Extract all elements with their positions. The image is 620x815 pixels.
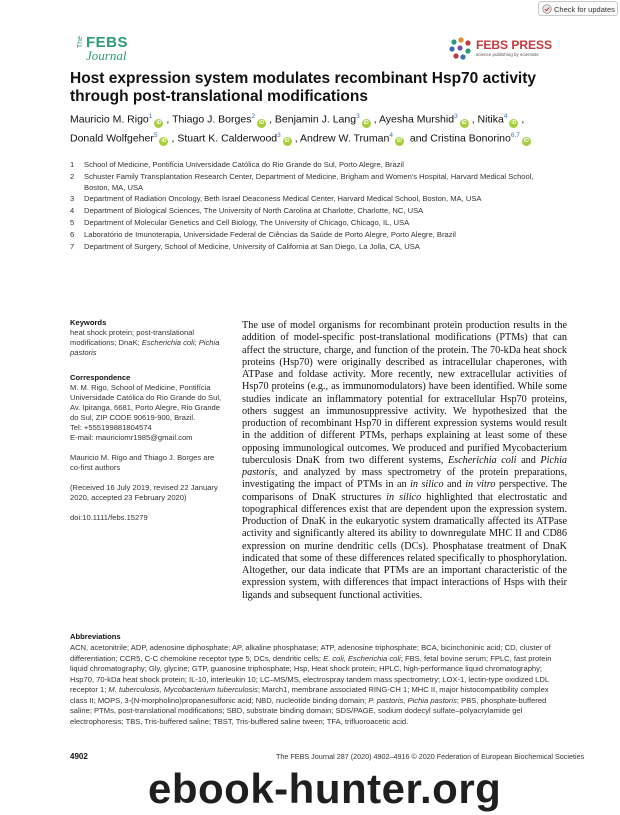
correspondence-address: M. M. Rigo, School of Medicine, Pontifícia Universidade Católica do Rio Grande do Sul, Av. Ipiranga, 6681, Porto Alegre, Rio Grande do Sul, ZIP CODE 90619-900, Brazil. <box>70 383 222 422</box>
affiliation-text: Department of Surgery, School of Medicine, University of California at San Diego, La Jolla, CA, USA <box>84 241 420 251</box>
author-affiliation-sup: 4 <box>503 113 508 120</box>
received-dates: (Received 16 July 2019, revised 22 January 2020, accepted 23 February 2020) <box>70 483 218 502</box>
correspondence-heading: Correspondence <box>70 373 131 382</box>
keywords-heading: Keywords <box>70 318 107 327</box>
author-name: Benjamin J. Lang <box>274 113 357 126</box>
keywords-text: heat shock protein; post-translational modifications; DnaK; <box>70 328 195 347</box>
orcid-icon[interactable]: iD <box>511 119 517 126</box>
orcid-icon[interactable]: iD <box>259 119 265 126</box>
author-separator: , <box>171 132 178 144</box>
publisher-name: FEBS PRESS <box>476 38 553 52</box>
author-separator: , <box>294 132 301 144</box>
febs-press-logo <box>448 36 558 62</box>
orcid-icon[interactable]: iD <box>363 119 369 126</box>
check-for-updates-button[interactable] <box>538 1 618 16</box>
author-separator: and <box>406 132 431 144</box>
affiliation-number: 6 <box>70 229 75 239</box>
author-affiliation-sup: 3 <box>356 113 360 120</box>
abbrev-italic-2: M. tuberculosis, Mycobacterium tuberculosis <box>108 685 258 694</box>
author-name: Donald Wolfgeher <box>70 132 154 144</box>
affiliation-text: Department of Radiation Oncology, Beth Israel Deaconess Medical Center, Harvard Medical School, Boston, MA, USA <box>84 194 482 204</box>
affiliation-item <box>70 194 560 205</box>
affiliation-text: Laboratório de Imunoterapia, Universidade Federal de Ciências da Saúde de Porto Alegre, Porto Alegre, Brazil <box>84 229 456 239</box>
author-name: Nitika <box>477 113 504 126</box>
author-name: Cristina Bonorino <box>430 132 511 144</box>
article-sidebar <box>70 318 225 527</box>
abbrev-part-1: ACN, acetonitrile; ADP, adenosine diphosphate; AP, alkaline phosphatase; ATP, adenosine triphosphate; BCA, bicinchoninic acid; CD, cluster of differentiation; CCR5, C-C chemokine receptor type 5; DCs, dendritic cells; <box>70 643 551 663</box>
affiliation-number: 7 <box>70 241 75 251</box>
author-name: Mauricio M. Rigo <box>70 113 149 126</box>
abstract-and-1: and <box>516 454 541 466</box>
orcid-icon[interactable]: iD <box>523 138 529 144</box>
publisher-tagline: science publishing by scientists <box>476 52 539 57</box>
febs-journal-logo <box>70 34 140 64</box>
abbreviations-heading: Abbreviations <box>70 632 121 641</box>
abbrev-italic-1: E. coli, Escherichia coli <box>323 653 401 663</box>
affiliation-number: 3 <box>70 194 75 204</box>
author-name: Ayesha Murshid <box>378 113 455 126</box>
watermark: ebook-hunter.org <box>148 765 502 812</box>
author-name: Andrew W. Truman <box>300 132 390 144</box>
check-updates-icon <box>542 4 552 14</box>
abstract-part-1: The use of model organisms for recombinant protein production results in the addition of model-specific post-translational modifications (PTMs) that can affect the structure, charge, and function of the protein. The 70-kDa heat shock proteins (Hsp70) were originally described as intracellular chaperones, with ATPase and foldase activity. More recently, new extracellular activities of Hsp70 proteins (e.g., as immunomodulators) have been identified. While some studies indicate an inflammatory potential for extracellular Hsp70 proteins, others suggest an immunosuppressive activity. We hypothesized that the production of recombinant Hsp70 in different expression systems would result in the addition of different PTMs, perhaps explaining at least some of these opposing immunological outcomes. We produced and purified Mycobacterium tuberculosis DnaK from two different systems, <box>242 320 567 466</box>
footer-citation: The FEBS Journal 287 (2020) 4902–4916 © 2020 Federation of European Biochemical Societies <box>276 752 585 761</box>
affiliation-text: Department of Molecular Genetics and Cell Biology, The University of Chicago, Chicago, IL, USA <box>84 217 410 227</box>
abbrev-part-2: ; FBS, fetal bovine serum; FPLC, fast protein liquid chromatography; Gly, glycine; GTP, guanosine triphosphate; Hsp, Heat shock protein; HPLC, high-performance liquid chromatography; Hsp70, 70-kDa heat shock protein; IL-10, interleukin 10; LC–MS/MS, electrospray tandem mass spectrometry; LOX-1, lectin-type oxidized LDL receptor 1; <box>70 653 552 694</box>
affiliation-item <box>70 206 560 217</box>
abstract-part-4: highlighted that electrostatic and topographical differences exist that are dependent upon the expression system. Production of DnaK in the eukaryotic system dramatically affected its ATPase activity and significantly altered its ability to downregulate MHC II and CD86 expression on murine dendritic cells (DCs). Phosphatase treatment of DnaK indicated that some of these differences related specifically to phosphorylation. Altogether, our data indicate that PTMs are an important characteristic of the expression system, with differences that impact interactions of Hsps with their ligands and subsequent functional activities. <box>242 491 567 601</box>
affiliation-list <box>70 160 560 253</box>
abstract <box>242 320 567 602</box>
orcid-icon[interactable]: iD <box>156 119 162 126</box>
affiliation-item <box>70 160 560 171</box>
abstract-pichia: Pichia pastoris <box>242 454 568 478</box>
orcid-icon[interactable]: iD <box>161 138 167 144</box>
abbreviations-text <box>70 643 567 727</box>
affiliation-item <box>70 218 560 229</box>
journal-logo-journal: Journal <box>86 48 127 63</box>
co-first-note: Mauricio M. Rigo and Thiago J. Borges are co-first authors <box>70 453 215 472</box>
orcid-icon[interactable]: iD <box>396 138 402 144</box>
author-list <box>70 109 560 146</box>
author-affiliation-sup: 3 <box>454 113 458 120</box>
affiliation-number: 1 <box>70 160 75 169</box>
author-name: Stuart K. Calderwood <box>177 132 278 144</box>
article-title: Host expression system modulates recombinant Hsp70 activity through post-translational modifications <box>70 70 537 105</box>
affiliation-number: 4 <box>70 206 75 216</box>
author-separator: , <box>269 113 275 126</box>
affiliation-text: School of Medicine, Pontifícia Universidade Católica do Rio Grande do Sul, Porto Alegre, Brazil <box>84 160 404 169</box>
journal-logo-the: The <box>77 36 84 49</box>
abbrev-part-3: ; March1, membrane associated RING-CH 1; MHC II, major histocompatibility complex class II; MOPS, 3-(N-morpholino)propanesulfonic acid; NBD, nucleotide binding domain; <box>70 685 549 705</box>
abstract-ecoli: Escherichia coli <box>447 454 517 466</box>
journal-logo-febs: FEBS <box>86 34 129 51</box>
affiliation-number: 5 <box>70 217 75 227</box>
article-doi[interactable]: doi:10.1111/febs.15279 <box>70 513 148 522</box>
abstract-in-vitro: in vitro <box>465 479 496 491</box>
affiliation-item <box>70 242 560 253</box>
correspondence-tel: Tel: +555199881804574 <box>70 423 152 432</box>
abstract-and-2: and <box>443 479 466 491</box>
affiliation-item <box>70 230 560 241</box>
check-updates-label: Check for updates <box>554 5 615 14</box>
author-name: Thiago J. Borges <box>172 113 252 126</box>
abstract-part-3: perspective. The comparisons of DnaK structures <box>242 479 568 503</box>
author-affiliation-sup: 5 <box>153 131 158 139</box>
author-separator: , <box>471 113 478 126</box>
author-affiliation-sup: 4 <box>389 131 393 139</box>
affiliation-number: 2 <box>70 171 75 181</box>
orcid-icon[interactable]: iD <box>284 138 290 144</box>
affiliation-item <box>70 172 560 194</box>
keywords-italic: Escherichia coli; Pichia pastoris <box>70 338 220 357</box>
abstract-in-silico-2: in silico <box>386 491 422 503</box>
febs-press-dots-icon <box>448 36 474 62</box>
abstract-part-2: , and analyzed by mass spectrometry of the protein preparations, investigating the impact of PTMs in an <box>242 467 567 491</box>
keywords <box>70 328 225 358</box>
page-number: 4902 <box>70 752 88 761</box>
abbrev-part-4: ; PBS, phosphate-buffered saline; PTMs, post-translational modifications; SBD, substrate binding domain; SDS/PAGE, sodium dodecyl sulfate–polyacrylamide gel electrophoresis; TBS, Tris-buffered saline; TBST, Tris-buffered saline tween; TFA, trifluoroacetic acid. <box>70 695 547 726</box>
affiliation-text: Schuster Family Transplantation Research Center, Department of Medicine, Brigham and Women's Hospital, Harvard Medical School, Boston, MA, USA <box>84 171 534 192</box>
author-affiliation-sup: 2 <box>251 113 256 120</box>
author-separator: , <box>373 113 379 126</box>
author-affiliation-sup: 3 <box>277 131 281 139</box>
affiliation-text: Department of Biological Sciences, The University of North Carolina at Charlotte, Charlotte, NC, USA <box>84 206 424 216</box>
author-separator: , <box>166 113 173 126</box>
abbrev-italic-3: P. pastoris, Pichia pastoris <box>368 695 457 705</box>
abstract-in-silico-1: in silico <box>410 479 444 491</box>
author-affiliation-sup: 1 <box>148 113 153 120</box>
author-separator: , <box>521 113 525 126</box>
correspondence-email[interactable]: E-mail: mauriciomr1985@gmail.com <box>70 433 193 442</box>
orcid-icon[interactable]: iD <box>461 119 467 126</box>
author-affiliation-sup: 6,7 <box>510 131 520 139</box>
